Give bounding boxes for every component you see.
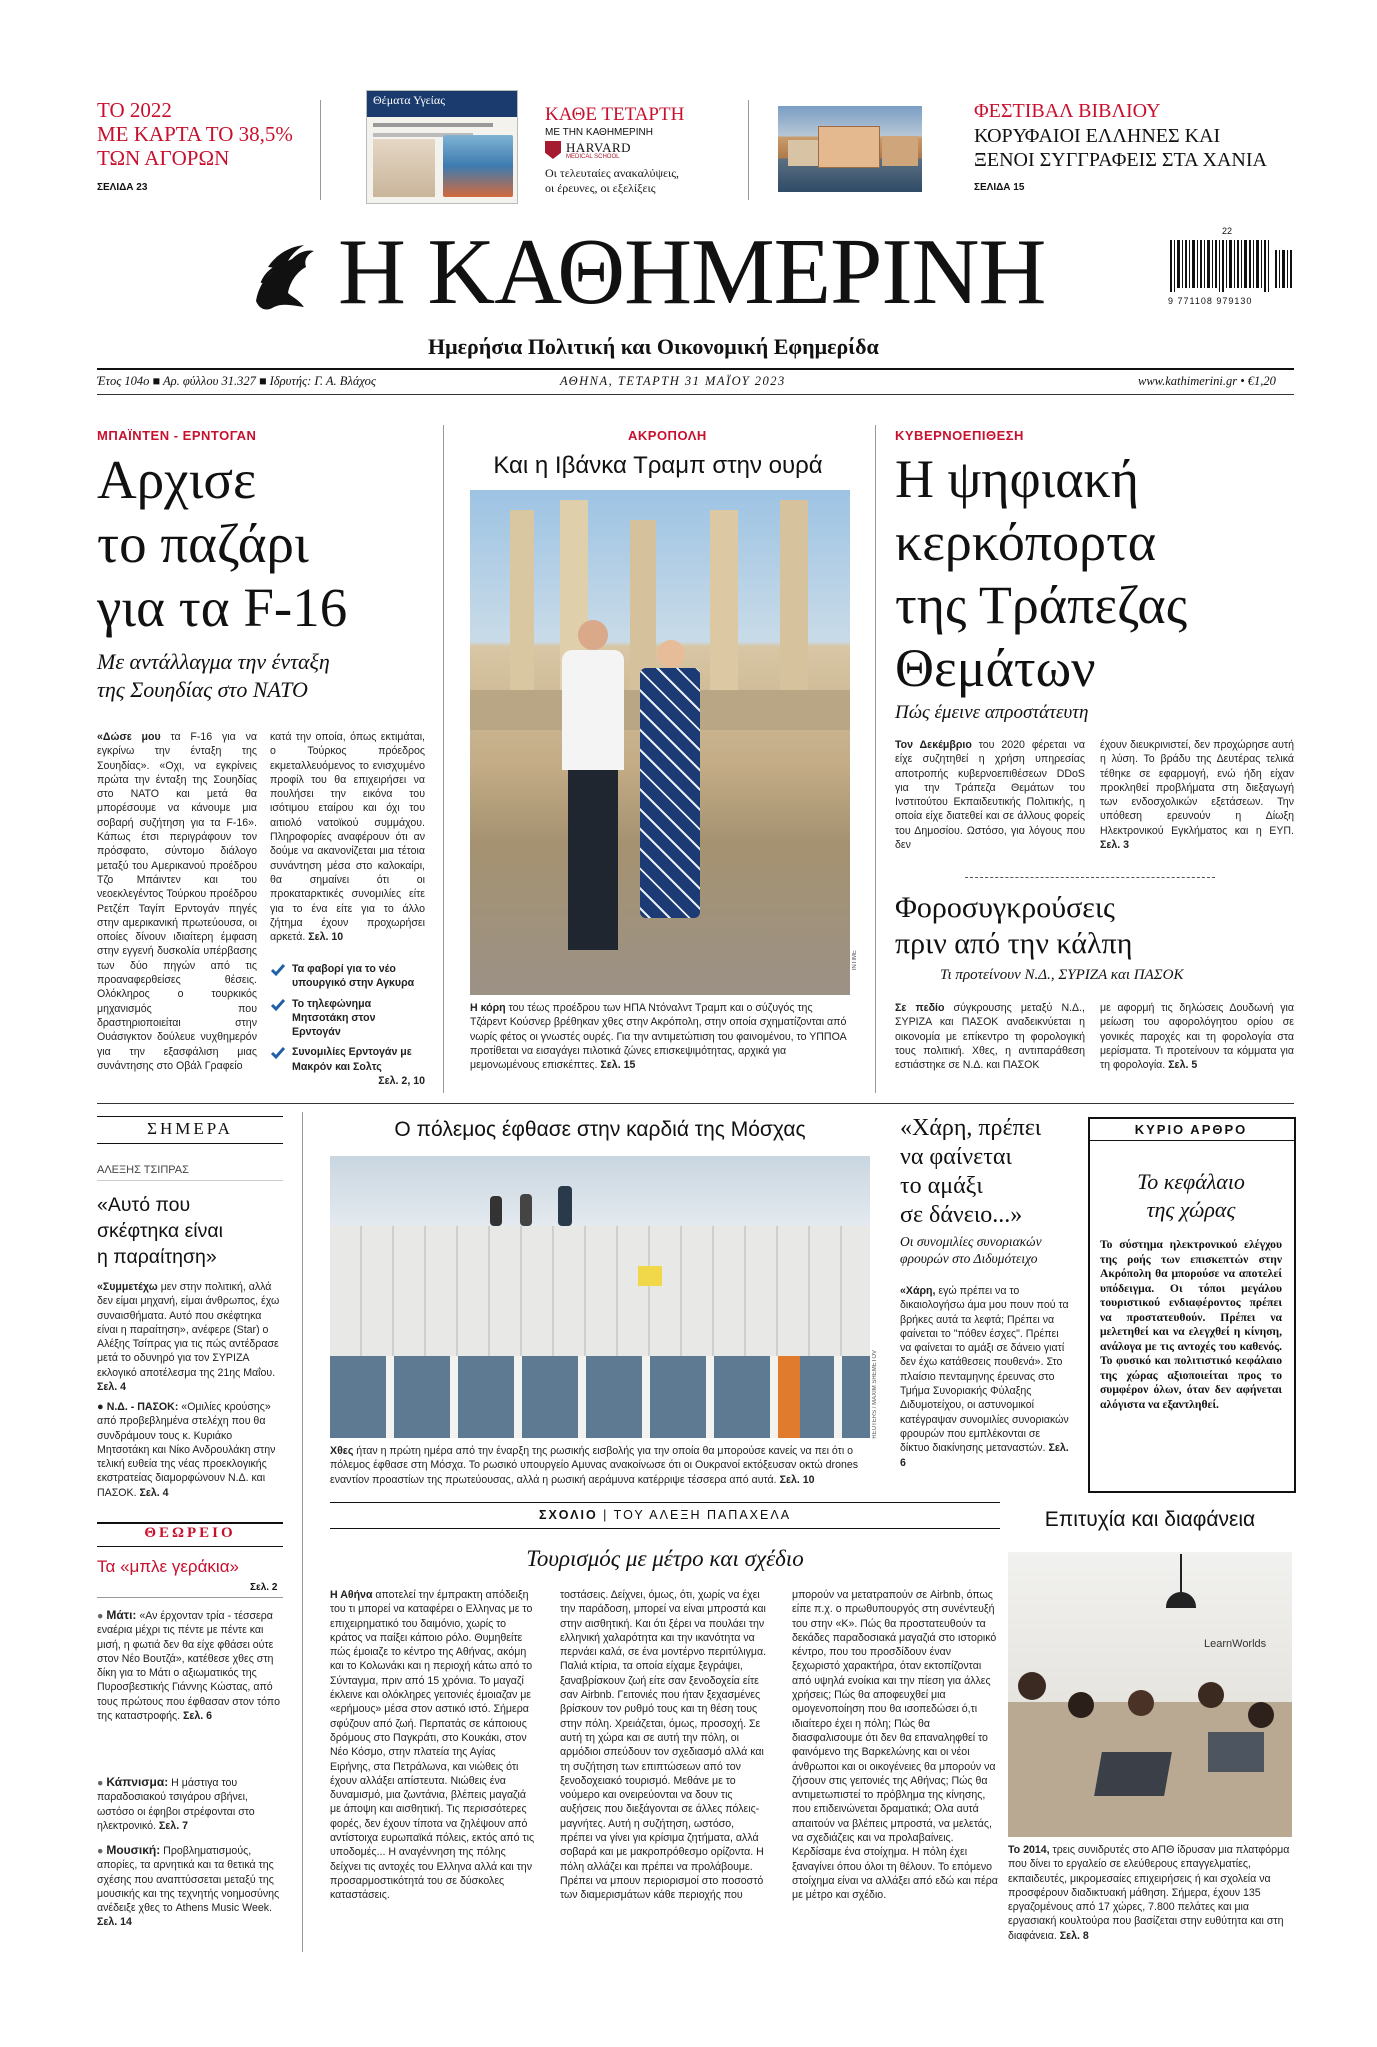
masthead-title[interactable]: Η ΚΑΘΗΜΕΡΙΝΗ xyxy=(338,220,1046,324)
ivanka-headline[interactable]: Και η Ιβάνκα Τραμπ στην ουρά xyxy=(493,452,823,479)
polls-headline[interactable]: Φοροσυγκρούσεις πριν από την κάλπη xyxy=(895,891,1133,960)
today-label: ΣΗΜΕΡΑ xyxy=(147,1119,233,1138)
chania-photo xyxy=(778,106,922,192)
harvard-brand: HARVARD xyxy=(566,140,632,155)
cyber-subheadline: Πώς έμεινε απροστάτευτη xyxy=(895,702,1089,723)
cyber-kicker: ΚΥΒΕΡΝΟΕΠΙΘΕΣΗ xyxy=(895,428,1024,443)
checkmark-icon xyxy=(270,997,286,1013)
theoreio-ref: Σελ. 2 xyxy=(250,1582,278,1593)
theoreio-item-music[interactable]: ● Μουσική: Προβληματισμούς, απορίες, τα αρνητικά και τα θετικά της σχέσης που αναπτύσσεται μεταξύ της μουσικής και της τεχνητής νοημοσύνης ανέδειξε χθες το Athens Music Week. Σελ. 14 xyxy=(97,1843,280,1929)
masthead-subtitle: Ημερήσια Πολιτική και Οικονομική Εφημερίδα xyxy=(428,334,879,359)
border-headline[interactable]: «Χάρη, πρέπει να φαίνεται το αμάξι σε δάνειο...» xyxy=(900,1115,1042,1228)
health-magazine-thumbnail[interactable] xyxy=(366,90,518,204)
moscow-photo xyxy=(330,1156,870,1438)
magazine-masthead: Θέματα Υγείας xyxy=(367,91,517,117)
comment-body-col2: τοστάσεις. Δείχνει, όμως, ότι, χωρίς να έχει την παράδοση, μπορεί να είναι μπροστά και στην αισθητική. Και ότι ξέρει να πουλάει την ελληνική χαλαρότητα και την ικανότητα να περνάει καλά, σε ένα μοντέρνο περιτύλιγμα. Παλιά κτίρια, τα οποία είχαμε ξεγράψει, ξαναβρίσκουν ζωή είτε σαν ξενοδοχεία είτε σαν Airbnb. Γειτονιές που ήταν ξεχασμένες βρίσκουν τον ρυθμό τους και τη θέση τους στην πόλη. Χρειάζεται, όμως, προσοχή. Σε αυτή τη χώρα και σε αυτή την πόλη, οι αρμόδιοι σπεύδουν τον σχεδιασμό αλλά και τη συζήτηση των επιπτώσεων από τον ξενοδοχειακό τουρισμό. Μεθάνε με το νούμερο και ονειρεύονται να δουν τις αυξήσεις που διεξάγονται σε άλλες πόλεις-μαγνήτες. Αυτή η συζήτηση, ωστόσο, πρέπει να γίνει για κρίσιμα ζητήματα, αλλά σοβαρά και με μακροπρόθεσμο ορίζοντα. Η πόλη αλλάζει και πρέπει να προλάβουμε. Πρέπει να μπουν περιορισμοί στο ποσοστό των διαμερισμάτων κάθε περιοχής που xyxy=(560,1589,767,1902)
today-item-ndpasok[interactable]: ● Ν.Δ. - ΠΑΣΟΚ: «Ομιλίες κρούσης» από προβεβλημένα στελέχη που θα συνδράμουν τους κ. Κυριάκο Μητσοτάκη και Νίκο Ανδρουλάκη στην τελική ευθεία της νέας προεκλογικής εκστρατείας διαμορφώνουν Ν.Δ. και ΠΑΣΟΚ. Σελ. 4 xyxy=(97,1401,276,1499)
teaser-festival-title[interactable]: ΦΕΣΤΙΒΑΛ ΒΙΒΛΙΟΥ xyxy=(974,100,1161,122)
theoreio-label: ΘΕΩΡΕΙΟ xyxy=(144,1525,236,1541)
harvard-brand-sub: MEDICAL SCHOOL xyxy=(566,154,620,160)
barcode xyxy=(1168,238,1294,300)
theoreio-title[interactable]: Τα «μπλε γεράκια» xyxy=(97,1557,239,1576)
polls-body-col1: Σε πεδίο σύγκρουσης μεταξύ Ν.Δ., ΣΥΡΙΖΑ και ΠΑΣΟΚ αναδεικνύεται η οικονομία με επίκεντρο τη φορολογική τους πολιτική. Χθες, η αντιπαράθεση εστιάστηκε σε Ν.Δ. και ΠΑΣΟΚ xyxy=(895,1002,1085,1072)
issue-date: ΑΘΗΝΑ, ΤΕΤΑΡΤΗ 31 ΜΑΪΟΥ 2023 xyxy=(560,374,786,388)
success-caption: Το 2014, τρεις συνιδρυτές στο ΑΠΘ ίδρυσαν μια πλατφόρμα που δίνει το εργαλείο σε ελεύθερους επαγγελματίες, εκπαιδευτές, μικρομεσαίες επιχειρήσεις ή και σχολεία να προσφέρουν διαδικτυακή μάθηση. Σήμερα, έχουν 135 εργαζομένους από 17 χώρες, 7.800 πελάτες και μια εργασιακή κουλτούρα που βασίζεται στην ευθύτητα και στη διαφάνεια. Σελ. 8 xyxy=(1008,1844,1290,1942)
f16-subheadline: Με αντάλλαγμα την ένταξη της Σουηδίας στο ΝΑΤΟ xyxy=(97,649,330,702)
barcode-number: 9 771108 979130 xyxy=(1168,296,1253,306)
learnworlds-logo: LearnWorlds xyxy=(1204,1638,1267,1650)
ivanka-caption: Η κόρη του τέως προέδρου των ΗΠΑ Ντόναλντ Τραμπ και ο σύζυγός της Τζάρεντ Κούσνερ βρέθηκαν χθες στην Ακρόπολη, στην οποία σχηματίζονται από νωρίς φέτος οι γνωστές ουρές. Για την αντιμετώπιση του φαινομένου, το ΥΠΠΟΑ προτίθεται να εισαγάγει πιλοτικά ζώνες επισκεψιμότητας, αρχικά για μεμονωμένους επισκέπτες. Σελ. 15 xyxy=(470,1002,847,1072)
editorial-title[interactable]: Το κεφάλαιο της χώρας xyxy=(1137,1169,1245,1222)
f16-bullet[interactable]: Το τηλεφώνημα Μητσοτάκη στον Ερντογάν xyxy=(270,997,425,1040)
cyber-body-col2: έχουν διευκρινιστεί, δεν προχώρησε αυτή η λύση. Το βράδυ της Δευτέρας τελικά τέθηκε σε εφαρμογή, ενώ ήδη είχαν προκληθεί προβλήματα στη διεξαγωγή των ενδοσχολικών εξετάσεων. Την υπόθεση ερευνούν η Δίωξη Ηλεκτρονικού Εγκλήματος και η ΕΥΠ. Σελ. 3 xyxy=(1100,739,1294,852)
f16-kicker: ΜΠΑΪΝΤΕΝ - ΕΡΝΤΟΓΑΝ xyxy=(97,428,257,443)
border-body: «Χάρη, εγώ πρέπει να το δικαιολογήσω άμα μου πουν πού τα βρήκες αυτά τα λεφτά; Πρέπει να φαίνεται το "πόθεν έσχες". Πρέπει να φαίνεται το αμάξι σε δάνειο γιατί δεν έχω κατάθεσεις πουθενά». Στο πλαίσιο πενταμηνης έρευνας στο Τμήμα Συνοριακής Φύλαξης Διδυμοτείχου, οι αστυνομικοί κατέγραψαν συνομιλίες συνοριακών φρουρών που εμπλέκονται σε δίκτυο διακίνησης μεταναστών. Σελ. 6 xyxy=(900,1285,1069,1469)
teaser-card-stats-page: ΣΕΛΙΔΑ 23 xyxy=(97,182,148,193)
today-quote[interactable]: «Αυτό που σκέφτηκα είναι η παραίτηση» xyxy=(97,1194,223,1268)
teaser-health-desc: Οι τελευταίες ανακαλύψεις, οι έρευνες, οι εξελίξεις xyxy=(545,166,679,195)
harvard-shield-icon xyxy=(545,141,561,159)
teaser-card-stats-title[interactable]: ΤΟ 2022 ΜΕ ΚΑΡΤΑ ΤΟ 38,5% ΤΩΝ ΑΓΟΡΩΝ xyxy=(97,98,293,170)
moscow-headline[interactable]: Ο πόλεμος έφθασε στην καρδιά της Μόσχας xyxy=(394,1118,806,1141)
moscow-photo-credit: REUTERS / MAXIM SHEMETOV xyxy=(872,1350,878,1439)
barcode-issue: 22 xyxy=(1222,226,1233,236)
f16-body-col1: «Δώσε μου τα F-16 για να εγκρίνω την ένταξη της Σουηδίας». «Οχι, να εγκρίνεις πρώτα την ένταξη της Σουηδίας στο ΝΑΤΟ και μετά θα μπορέσουμε να κάνουμε μια σοβαρή συζήτηση για τα F-16». Κάπως έτσι περιγράφουν τον πρόσφατο, σύντομο διάλογο μεταξύ του Αμερικανού προέδρου Τζο Μπάιντεν και του νεοεκλεγέντος Τούρκου προέδρου Ρετζέπ Ταγίπ Ερντογάν πηγές στην αμερικανική πρωτεύουσα, οι οποίες δίνουν ιδιαίτερη έμφαση στην εγγενή δυσκολία υπέρβασης των δύο πηγών από τις προαναφερθείσες θέσεις. Ολόκληρος ο τουρκικός μηχανισμός που δραστηριοποιείται στην Ουάσιγκτον δούλευε νυχθημερόν για την εξασφάλιση μιας συνάντησης στο Οβάλ Γραφείο xyxy=(97,731,257,1072)
success-photo xyxy=(1008,1552,1292,1837)
polls-subheadline: Τι προτείνουν Ν.Δ., ΣΥΡΙΖΑ και ΠΑΣΟΚ xyxy=(940,967,1184,983)
f16-bullet[interactable]: Τα φαβορί για το νέο υπουργικό στην Αγκυρα xyxy=(270,962,425,991)
border-subheadline: Οι συνομιλίες συνοριακών φρουρών στο Διδυμότειχο xyxy=(900,1234,1042,1266)
today-body: «Συμμετέχω μεν στην πολιτική, αλλά δεν είμαι μηχανή, είμαι άνθρωπος, έχω συναισθήματα. Αυτό που σκέφτηκα είναι η παραίτηση», ανέφερε (Star) ο Αλέξης Τσίπρας για τις πώς αντέδρασε μετά το οδυνηρό για τον ΣΥΡΙΖΑ εκλογικό αποτέλεσμα της 21ης Μαΐου. Σελ. 4 xyxy=(97,1281,280,1394)
f16-bullet[interactable]: Συνομιλίες Ερντογάν με Μακρόν και Σολτς xyxy=(270,1045,425,1074)
polls-body-col2: με αφορμή τις δηλώσεις Δουδωνή για μείωση του αφορολόγητου ορίου σε γονικές παροχές και τη φορολογία στα μερίσματα. Τι προτείνουν τα κόμματα για τη φορολογία. Σελ. 5 xyxy=(1100,1002,1294,1072)
checkmark-icon xyxy=(270,962,286,978)
cyber-body-col1: Τον Δεκέμβριο του 2020 φέρεται να είχε συζητηθεί η χρήση υπηρεσίας αποτροπής κυβερνοεπιθέσεων DDoS για την Τράπεζα Θεμάτων του Ινστιτούτου Εκπαιδευτικής Πολιτικής, η οποία είχε διατεθεί και σε άλλους φορείς του Δημοσίου. Ωστόσο, για λόγους που δεν xyxy=(895,739,1085,852)
theoreio-item-mati[interactable]: ● Μάτι: «Αν έρχονταν τρία - τέσσερα εναέρια μέχρι τις πέντε με πέντε και μισή, η φωτιά δεν θα είχε φθάσει ούτε στον Νέο Βουτζά», κατέθεσε χθες στη δίκη για το Μάτι ο αξιωματικός της Πυροσβεστικής Γιάννης Κώστας, από τους πρώτους που έφθασαν στον τόπο της καταστροφής. Σελ. 6 xyxy=(97,1608,280,1723)
moscow-caption: Χθες ήταν η πρώτη ημέρα από την έναρξη της ρωσικής εισβολής για την οποία θα μπορούσε κανείς να πει ότι ο πόλεμος έφθασε στη Μόσχα. Το ρωσικό υπουργείο Αμυνας ανακοίνωσε ότι οι Ουκρανοί εκτόξευσαν οκτώ drones εναντίον προαστίων της πρωτεύουσας, αλλά η ρωσική αεράμυνα κατέρριψε τέσσερα από αυτά. Σελ. 10 xyxy=(330,1445,859,1486)
f16-headline[interactable]: Αρχισε το παζάρι για τα F-16 xyxy=(97,449,348,638)
teaser-health-title[interactable]: ΚΑΘΕ ΤΕΤΑΡΤΗ xyxy=(545,104,685,125)
editorial-label: ΚΥΡΙΟ ΑΡΘΡΟ xyxy=(1134,1122,1248,1137)
today-person: ΑΛΕΞΗΣ ΤΣΙΠΡΑΣ xyxy=(97,1164,189,1176)
teaser-festival-subtitle: ΚΟΡΥΦΑΙΟΙ ΕΛΛΗΝΕΣ ΚΑΙ ΞΕΝΟΙ ΣΥΓΓΡΑΦΕΙΣ ΣΤΑ ΧΑΝΙΑ xyxy=(974,125,1267,171)
f16-bullets xyxy=(270,962,425,1088)
teaser-festival-page: ΣΕΛΙΔΑ 15 xyxy=(974,182,1025,193)
griffin-logo-icon xyxy=(248,237,318,317)
theoreio-item-smoking[interactable]: ● Κάπνισμα: Η μάστιγα του παραδοσιακού τσιγάρου σβήνει, ωστόσο οι έφηβοι στρέφονται στο ηλεκτρονικό. Σελ. 7 xyxy=(97,1775,255,1832)
issue-info: Έτος 104ο ■ Αρ. φύλλου 31.327 ■ Ιδρυτής: Γ. Α. Βλάχος xyxy=(97,374,376,388)
comment-byline: ΣΧΟΛΙΟ | ΤΟΥ ΑΛΕΞΗ ΠΑΠΑΧΕΛΑ xyxy=(538,1508,792,1522)
website-price[interactable]: www.kathimerini.gr • €1,20 xyxy=(1138,374,1276,388)
comment-body-col1: Η Αθήνα αποτελεί την έμπρακτη απόδειξη του τι μπορεί να καταφέρει ο Ελληνας με το επιχειρηματικό του δαιμόνιο, χωρίς το κράτος να παίξει κάποιο ρόλο. Θυμηθείτε πώς έμοιαζε το κέντρο της Αθήνας, ακόμη και το Κολωνάκι και η περιοχή κάτω από το Σύνταγμα, πριν από 15 χρόνια. Το μαγαζί έκλεινε και ολόκληρες γειτονιές έμοιαζαν με «ερήμους» μέσα στον αστικό ιστό. Σήμερα σφύζουν από ζωή. Περπατάς σε κάποιους δρόμους στο Παγκράτι, στο Κουκάκι, στον Νέο Κόσμο, στην πλατεία της Αγίας Ειρήνης, στα Πετράλωνα, και νιώθεις ότι έχουν αλλάξει απίστευτα. Νιώθεις ένα δυναμισμό, μια ζωντάνια, βλέπεις μαγαζιά με άποψη και αισθητική. Τις περισσότερες φορές, δεν έχουν τίποτα να ζηλέψουν από αντίστοιχα ευρωπαϊκά πόλεις, εκτός από τις υποδομές... Η αναγέννηση της πόλης δείχνει τις αντοχές του Ελληνα αλλά και την προσαρμοστικότητά του σε δύσκολες καταστάσεις. xyxy=(330,1589,535,1902)
success-headline[interactable]: Επιτυχία και διαφάνεια xyxy=(1044,1508,1256,1531)
ivanka-photo xyxy=(470,490,850,995)
f16-bullets-ref: Σελ. 2, 10 xyxy=(378,1075,425,1088)
f16-page-ref: Σελ. 10 xyxy=(308,931,344,944)
ivanka-photo-credit: INTIME xyxy=(852,950,858,971)
checkmark-icon xyxy=(270,1045,286,1061)
comment-body-col3: μπορούν να μετατραπούν σε Airbnb, όπως είπε π.χ. ο πρωθυπουργός στη συνέντευξή του στην «Κ». Πώς θα προστατευθούν τα δεκάδες παραδοσιακά μαγαζιά στο ιστορικό κέντρο, που του προσδίδουν έναν ξεχωριστό χαρακτήρα, όταν εκτοπίζονται από υψηλά ενοίκια και την πίεση για άλλες χρήσεις; Πώς θα αποφευχθεί μια ομογενοποίηση που θα ισοπεδώσει ό,τι ιδιαίτερο έχει η πόλη; Πώς θα διασφαλισουμε ότι δεν θα επαναληφθεί το φαινόμενο της Βαρκελώνης και οι νέοι άνθρωποι και οι οικογένειες θα μπορούν να ζήσουν στις γειτονιές της Αθήνας; Πώς θα αντιμετωπιστεί το πρόβλημα της κίνησης, που επιδεινώνεται δραματικά; Ολα αυτά απαιτούν να βλέπεις μπροστά, να μελετάς, να σχεδιάζεις και να προλαβαίνεις. Κερδίσαμε ένα στοίχημα. Η πόλη έχει ξαναγίνει όπου όλοι τη θέλουν. Το επόμενο στοίχημα είναι να αλλάξει από εδώ και πέρα με μέτρο και σχέδιο. xyxy=(792,1589,998,1902)
cyber-headline[interactable]: Η ψηφιακή κερκόπορτα της Τράπεζας Θεμάτων xyxy=(895,449,1188,698)
ivanka-kicker: ΑΚΡΟΠΟΛΗ xyxy=(628,428,707,443)
editorial-body: Το σύστημα ηλεκτρονικού ελέγχου της ροής των επισκεπτών στην Ακρόπολη θα μπορούσε να αποτελεί υπόδειγμα. Οι τόποι μεγάλου τουριστικού ενδιαφέροντος πρέπει να προστατευθούν. Πρέπει να μελετηθεί και να ελεγχθεί η κίνηση, ανάλογα με τις αντοχές του καθενός. Το φυσικό και πολιτιστικό κεφάλαιο της χώρας αξιοποιείται προς το συμφέρον όλων, όταν δεν αφήνεται αλόγιστα να εξαντληθεί. xyxy=(1100,1238,1282,1411)
comment-title[interactable]: Τουρισμός με μέτρο και σχέδιο xyxy=(526,1546,804,1571)
f16-body-col2: κατά την οποία, όπως εκτιμάται, ο Τούρκος πρόεδρος εκμεταλλευόμενος το ενισχυμένο προφίλ του θα επιχειρήσει να πουλήσει την εικόνα του ισότιμου εταίρου και όχι του αιτιολό νατοϊκού συμμάχου. Πληροφορίες αναφέρουν ότι αν δούμε να ακανονίζεται μια τέτοια συνάντηση μέσα στο καλοκαίρι, θα σημαίνει ότι οι προκαταρκτικές συνομιλίες είτε για το ένα είτε για το άλλο ζήτημα έχουν προχωρήσει αρκετά. Σελ. 10 xyxy=(270,731,425,944)
teaser-health-subtitle: ΜΕ ΤΗΝ ΚΑΘΗΜΕΡΙΝΗ xyxy=(545,127,653,138)
